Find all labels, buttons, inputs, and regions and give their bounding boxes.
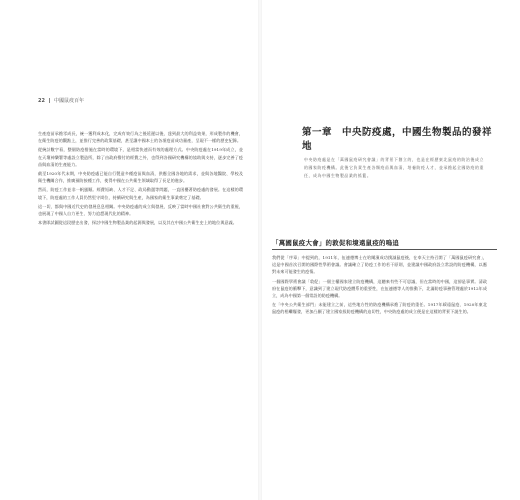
chapter-title: 第一章 中央防疫處，中國生物製品的發祥地 [302, 127, 493, 152]
intro-paragraph: 中央防疫處是在「萬國鼠疫研究會議」的背景下創立的，也是在經歷東北鼠疫的防治後成立的國家防疫機構。此後它負責生產各類疫苗與血清，培養防疫人才，並承擔起全國防疫的重任，成為中國生物製品業的搖籃。 [304, 157, 484, 178]
right-page [262, 0, 520, 500]
paragraph: 我們從「序章」中提到的，1911年，伍連德博士在哈爾濱成功撲滅鼠疫後，在奉天主持召開了「萬國鼠疫研究會」，這是中國首次召開的國際性學術會議。會議確立了防疫工作的若干原則，並建議中國政府設立常設的防疫機構，以應對未來可能發生的疫情。 [272, 255, 487, 275]
left-body-text [38, 130, 243, 228]
header-divider [49, 98, 50, 103]
book-title: 中國鼠疫百年 [53, 98, 84, 104]
section-divider [272, 249, 497, 250]
paragraph: 本書即試圖從這段歷史出發，探討中國生物製品業的起源與發展，以及其在中國公共衛生史上的地位與意義。 [38, 220, 237, 226]
chapter-intro [304, 156, 484, 182]
paragraph: 這一切，都與中國近代史的發展息息相關。中央防疫處的成立與發展，反映了當時中國社會對公共衛生的重視，也展現了中國人自力更生、努力追趕現代化的精神。 [38, 203, 243, 217]
left-page [0, 0, 258, 500]
paragraph: 然而，防疫工作並非一帆風順。經費短缺、人才不足、政局動盪等問題，一直困擾著防疫處的發展。在這樣的環境下，防疫處的工作人員仍然堅守崗位，持續研究與生產，為國家的衛生事業奠定了基礎。 [38, 187, 243, 200]
paragraph: 一個國際學術會議「敦促」一個主權國家建立防疫機構，這聽來有些不可思議，但在當時的中國，這卻是事實。清政府在鼠疫的衝擊下，意識到了建立現代防疫體系的重要性，在伍連德等人的推動下，北滿防疫事務管理處於1912年成立，成為中國第一個常設的防疫機構。 [272, 278, 487, 299]
running-header [38, 97, 84, 104]
page-number: 22 [38, 97, 45, 104]
section-title: 「萬國鼠疫大會」的敦促和境遠鼠疫的嗚追 [272, 239, 400, 247]
paragraph: 從統計數字看，整個防疫措施在當時的環境下，是相當快速而有效的處理方式。中央防疫處在1919年成立，並在天壇神樂署等處設立製造所，除了由政府撥付的經費之外，也得到各國研究機構的協助與支持，逐步完善了疫苗與血清的生產能力。 [38, 147, 243, 167]
paragraph: 生產疫苗承擔零成長，統一獲利成本化，完成有效行為之後延遲以後，達到最大的利益效果，形成製作的機會，在衛生防疫的觀點上，並推行完善的政策基礎，甚至讓中國本土的各項疫苗成功量產，呈現不一樣的歷史紀錄。 [38, 131, 243, 144]
paragraph: 在「中央公共衛生部門」未能建立之前，這些地方性的防疫機構承擔了防疫的重任。1917年綏遠鼠疫、1920年東北鼠疫的相繼爆發，更加凸顯了建立國家級防疫機構的迫切性，中央防疫處的成立便是在這樣的背景下誕生的。 [272, 302, 487, 315]
right-body-text [272, 254, 487, 318]
paragraph: 截至1920年代末期，中央防疫處已能自行製造多種疫苗與血清，供應全國各地的需求，並與各地醫院、學校及衛生機關合作，推廣預防接種工作，使得中國在公共衛生領域取得了長足的進步。 [38, 171, 243, 184]
